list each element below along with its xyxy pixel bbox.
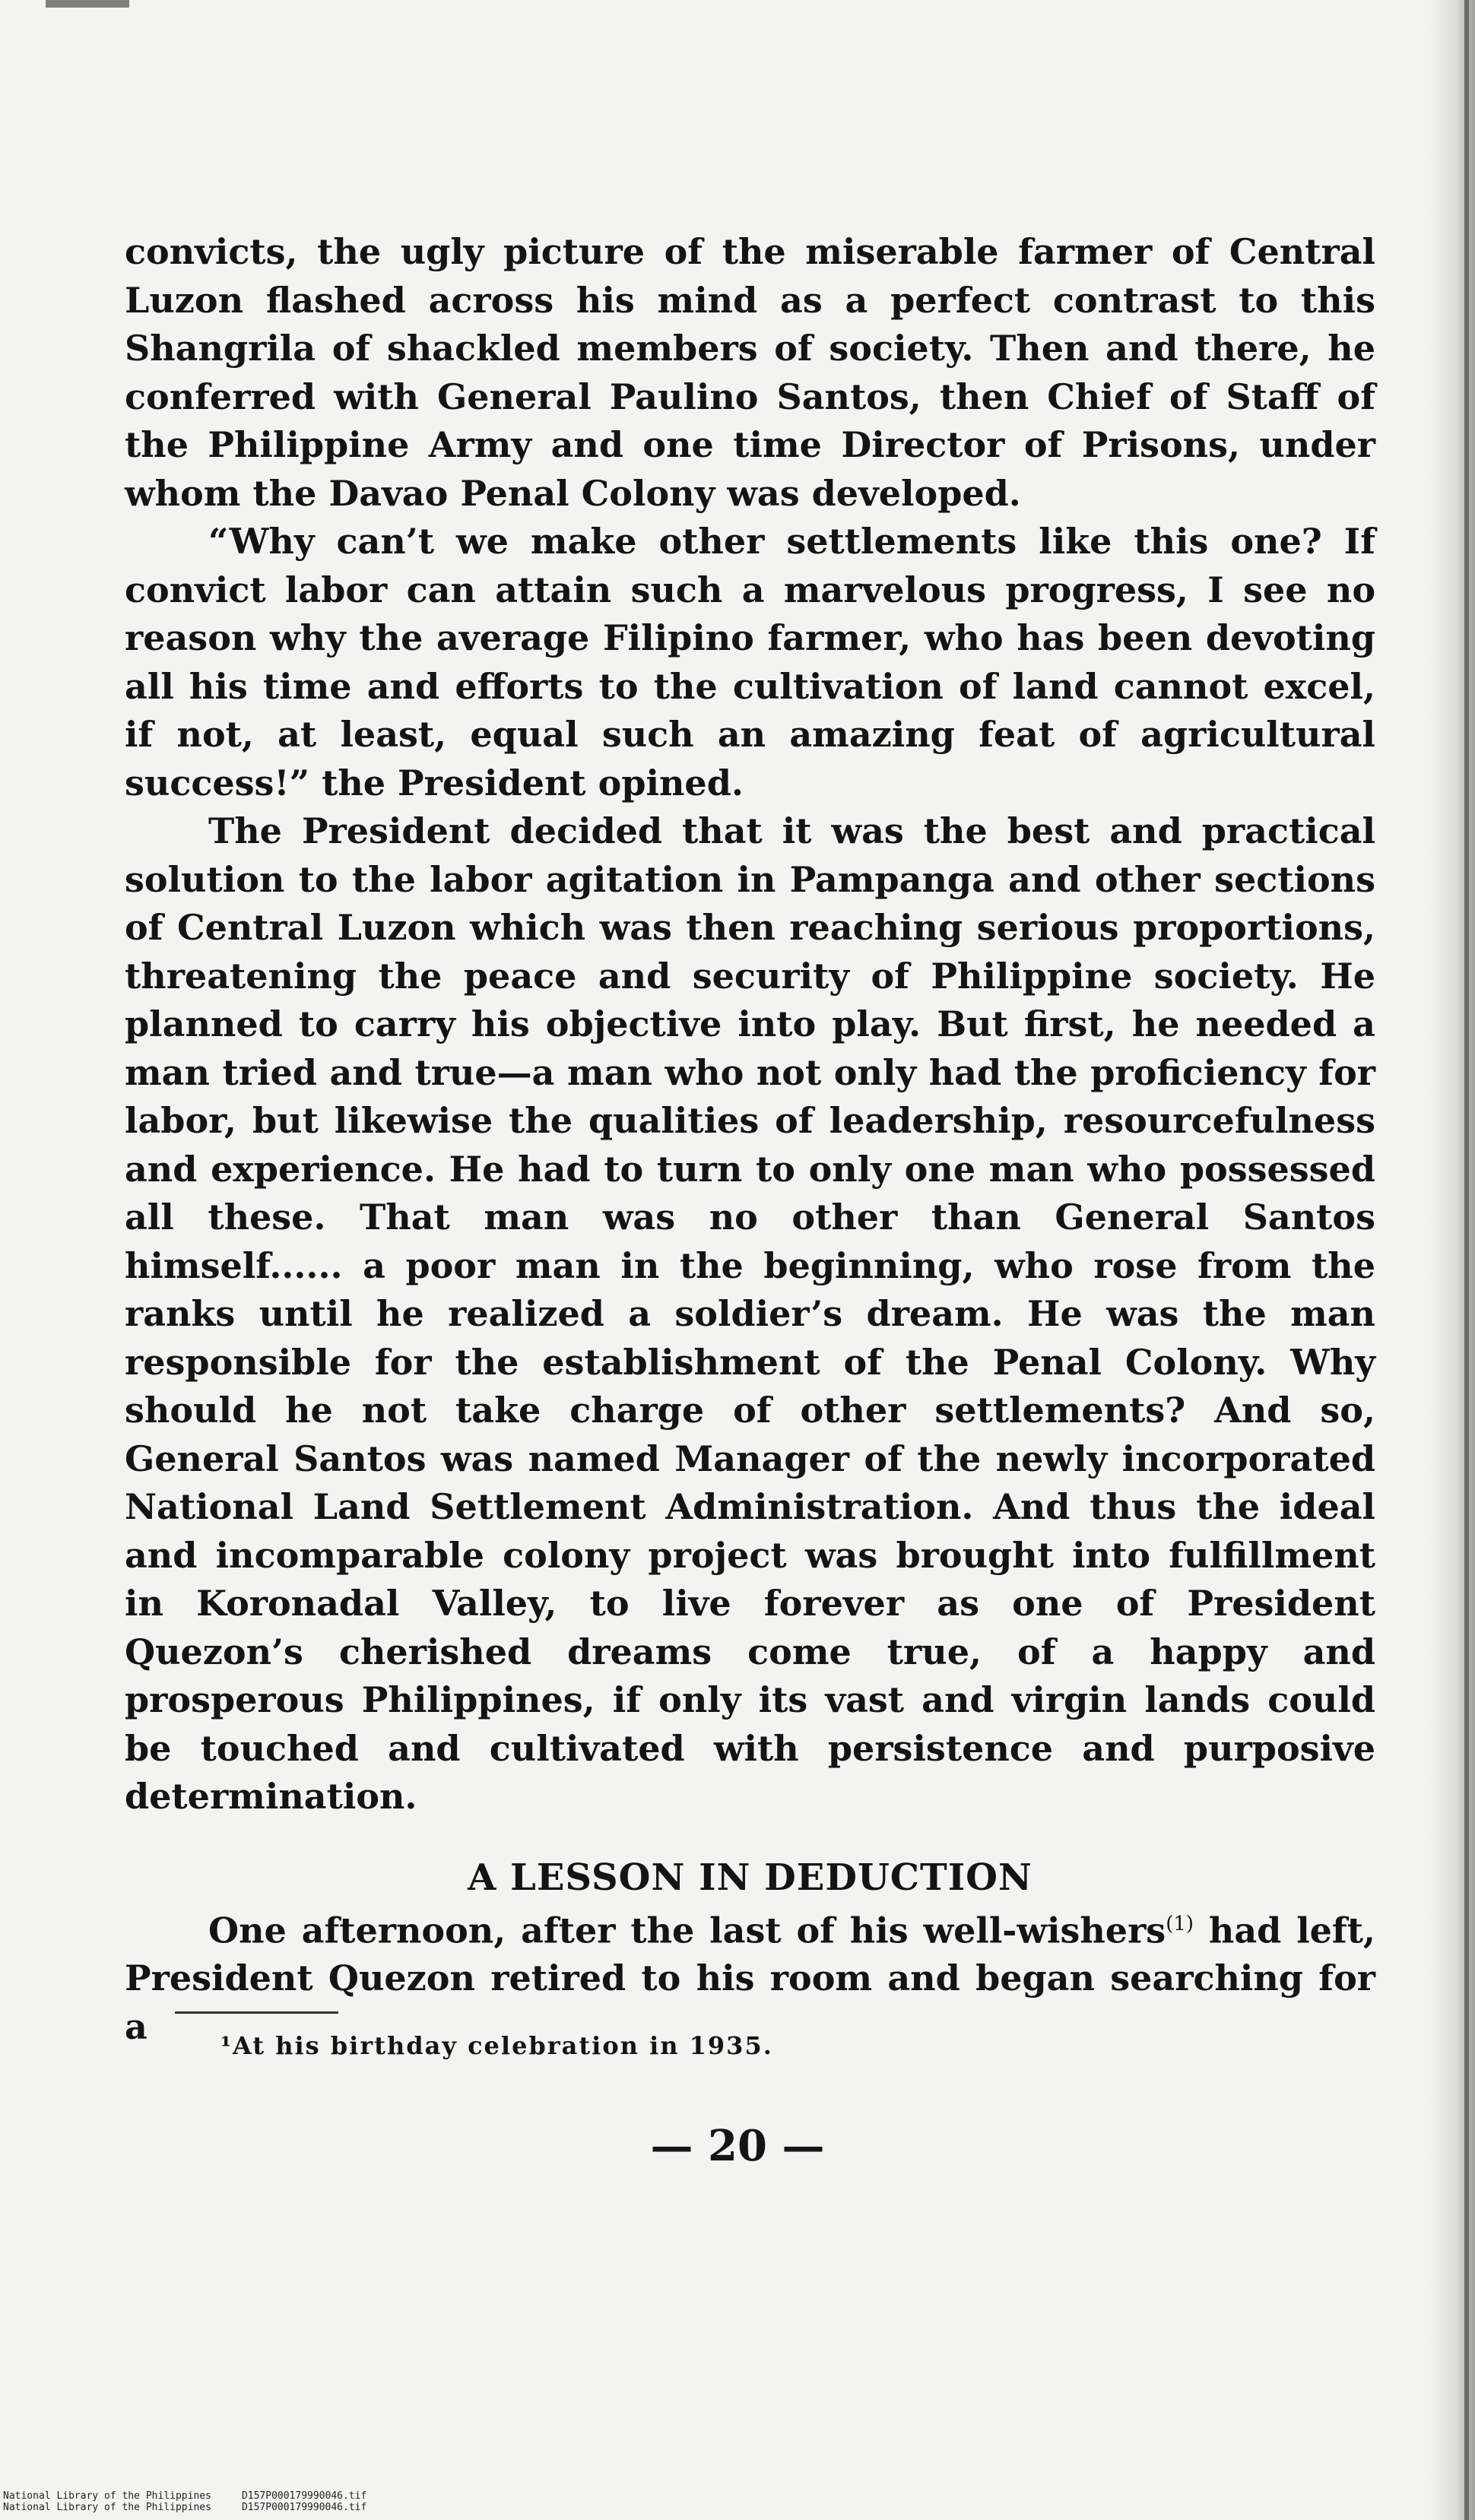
- section-heading: A LESSON IN DEDUCTION: [468, 1856, 1032, 1899]
- body-text: [125, 228, 1375, 2051]
- footnote-text: ¹At his birthday celebration in 1935.: [220, 2031, 773, 2060]
- paragraph-decision: The President decided that it was the best and practical solution to the labor agitation in Pampanga and other sections of Central Luzon which was then reaching serious proportions, threatening the peace and security of Philippine society. He planned to carry his objective into play. But first, he needed a man tried and true—a man who not only had the proficiency for labor, but likewise the qualities of leadership, resourcefulness and experience. He had to turn to only one man who possessed all these. That man was no other than General Santos himself...... a poor man in the beginning, who rose from the ranks until he realized a soldier’s dream. He was the man responsible for the establishment of the Penal Colony. Why should he not take charge of other settlements? And so, General Santos was named Manager of the newly incorporated National Land Settlement Administration. And thus the ideal and incomparable colony project was brought into fulfillment in Koronadal Valley, to live forever as one of President Quezon’s cherished dreams come true, of a happy and prosperous Philippines, if only its vast and virgin lands could be touched and cultivated with persistence and purposive determination.: [125, 810, 1375, 1817]
- paragraph-lesson: [125, 1900, 1375, 2052]
- page-number: — 20 —: [650, 2121, 825, 2171]
- library-stamp-line-1: National Library of the Philippines D157P000179990046.tif: [3, 2490, 367, 2502]
- scan-artifact-mark: [46, 0, 129, 8]
- paragraph-lesson-start: One afternoon, after the last of his well-wishers: [208, 1909, 1166, 1951]
- paragraph-quote: “Why can’t we make other settlements like this one? If convict labor can attain such a marvelous progress, I see no reason why the average Filipino farmer, who has been devoting all his time and efforts to the cultivation of land cannot excel, if not, at least, equal such an amazing feat of agricultural success!” the President opined.: [125, 521, 1375, 804]
- footnote-divider: [175, 2011, 338, 2014]
- library-stamp-line-2: National Library of the Philippines D157P000179990046.tif: [3, 2502, 367, 2513]
- footnote-marker: (1): [1166, 1912, 1194, 1935]
- paragraph-lesson-end: had left, President Quezon retired to his room and began searching for a: [125, 1909, 1375, 2047]
- paragraph-continuation: convicts, the ugly picture of the miserable farmer of Central Luzon flashed across his mind as a perfect contrast to this Shangrila of shackled members of society. Then and there, he conferred with General Paulino Santos, then Chief of Staff of the Philippine Army and one time Director of Prisons, under whom the Davao Penal Colony was developed.: [125, 231, 1375, 514]
- library-stamp: [3, 2490, 397, 2513]
